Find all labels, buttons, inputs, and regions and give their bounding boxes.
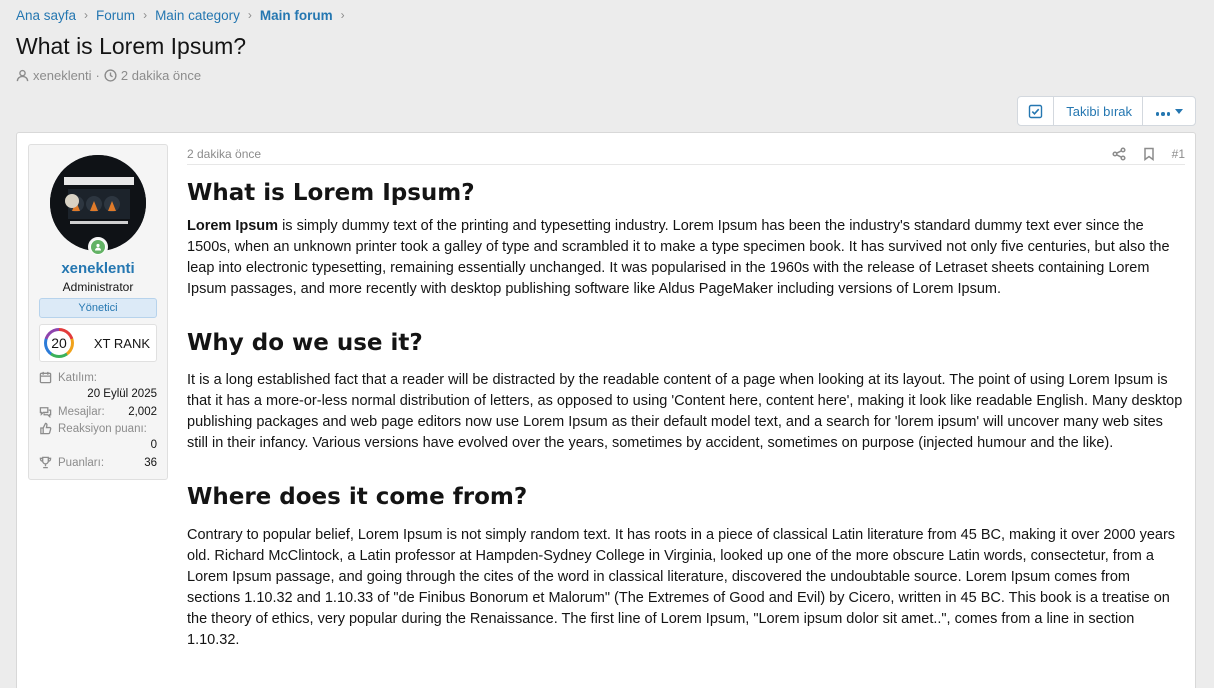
user-banner: Yönetici — [39, 298, 157, 318]
reaction-value: 0 — [150, 439, 157, 451]
clock-icon — [104, 69, 117, 82]
chevron-right-icon: › — [143, 8, 148, 22]
trophy-icon — [39, 456, 52, 469]
rank-level-ring — [44, 328, 74, 358]
content-paragraph-3: Contrary to popular belief, Lorem Ipsum is not simply random text. It has roots in a piece of classical Latin literature from 45 BC, making it over 2000 years old. Richard McClintock, a Latin professor at Hampden-Sydney College in Virginia, looked up one of the more obscure Latin words, consectetur, from a Lorem Ipsum passage, and going through the cites of the word in classical literature, discovered the undoubtable source. Lorem Ipsum comes from sections 1.10.32 and 1.10.33 of "de Finibus Bonorum et Malorum" (The Extremes of Good and Evil) by Cicero, written in 45 BC. This book is a treatise on the theory of ethics, very popular during the Renaissance. The first line of Lorem Ipsum, "Lorem ipsum dolor sit amet..", comes from a line in section 1.10.32. — [187, 527, 1176, 648]
share-icon[interactable] — [1112, 147, 1126, 161]
page-title: What is Lorem Ipsum? — [16, 33, 247, 59]
checkbox-icon — [1028, 104, 1043, 119]
calendar-icon — [39, 371, 52, 384]
breadcrumb-main-forum[interactable]: Main forum — [259, 7, 333, 23]
rank-label: XT RANK — [93, 335, 150, 351]
rank-badge — [39, 324, 157, 362]
watch-toggle-button[interactable] — [1018, 97, 1054, 125]
thread-author[interactable]: xeneklenti — [33, 68, 92, 83]
messages-icon — [39, 405, 52, 418]
user-online-icon — [94, 243, 102, 251]
thread-meta — [16, 68, 201, 83]
thread-actions — [1017, 96, 1196, 126]
user-title: Administrator — [62, 280, 134, 294]
content-paragraph-2: It is a long established fact that a reader will be distracted by the readable content of a page when looking at its layout. The point of using Lorem Ipsum is that it has a more-or-less normal distribution of letters, as opposed to using 'Content here, content here', making it look like readable English. Many desktop publishing packages and web page editors now use Lorem Ipsum as their default model text, and a search for 'lorem ipsum' will uncover many web sites still in their infancy. Various versions have evolved over the years, sometimes by accident, sometimes on purpose (injected humour and the like). — [187, 372, 1183, 451]
breadcrumb-home[interactable]: Ana sayfa — [16, 7, 77, 23]
breadcrumb — [16, 6, 353, 24]
user-stats — [39, 369, 157, 471]
thread-time[interactable]: 2 dakika önce — [120, 68, 202, 83]
content-heading-3: Where does it come from? — [187, 484, 528, 510]
unwatch-button[interactable]: Takibi bırak — [1054, 97, 1143, 125]
joined-value: 20 Eylül 2025 — [87, 388, 157, 400]
thumbs-up-icon — [39, 422, 52, 435]
post-header — [187, 143, 1185, 165]
content-heading-2: Why do we use it? — [187, 330, 423, 356]
chevron-right-icon: › — [340, 8, 345, 22]
bookmark-icon[interactable] — [1142, 147, 1156, 161]
more-dots-icon — [1155, 104, 1172, 119]
chevron-right-icon: › — [84, 8, 89, 22]
post-body — [187, 143, 1185, 651]
user-icon — [16, 69, 29, 82]
messages-value: 2,002 — [128, 405, 157, 418]
post — [16, 132, 1196, 688]
meta-separator: · — [95, 68, 100, 83]
online-status-indicator — [88, 237, 108, 257]
messages-label: Mesajlar: — [58, 405, 105, 418]
post-number[interactable]: #1 — [1171, 146, 1185, 161]
content-heading-1: What is Lorem Ipsum? — [187, 180, 475, 206]
paragraph-1-text: is simply dummy text of the printing and typesetting industry. Lorem Ipsum has been the industry's standard dummy text ever since the 1500s, when an unknown printer took a galley of type and scrambled it to make a type specimen book. It has survived not only five centuries, but also the leap into electronic typesetting, remaining essentially unchanged. It was popularised in the 1960s with the release of Letraset sheets containing Lorem Ipsum passages, and more recently with desktop publishing software like Aldus PageMaker including versions of Lorem Ipsum. — [187, 218, 1170, 297]
reaction-label: Reaksiyon puanı: — [58, 422, 147, 435]
post-time[interactable]: 2 dakika önce — [187, 146, 262, 161]
caret-down-icon — [1175, 109, 1183, 114]
post-username[interactable]: xeneklenti — [61, 260, 135, 277]
content-paragraph-1 — [187, 216, 1185, 300]
points-value: 36 — [144, 456, 157, 469]
more-options-button[interactable] — [1143, 97, 1195, 125]
points-label: Puanları: — [58, 456, 105, 469]
rank-level: 20 — [47, 331, 71, 355]
post-content — [187, 178, 1185, 651]
breadcrumb-main-category[interactable]: Main category — [155, 7, 240, 23]
breadcrumb-forum[interactable]: Forum — [96, 7, 136, 23]
user-cell — [28, 144, 168, 480]
paragraph-1-bold: Lorem Ipsum — [187, 218, 279, 234]
chevron-right-icon: › — [247, 8, 252, 22]
joined-label: Katılım: — [58, 371, 97, 384]
